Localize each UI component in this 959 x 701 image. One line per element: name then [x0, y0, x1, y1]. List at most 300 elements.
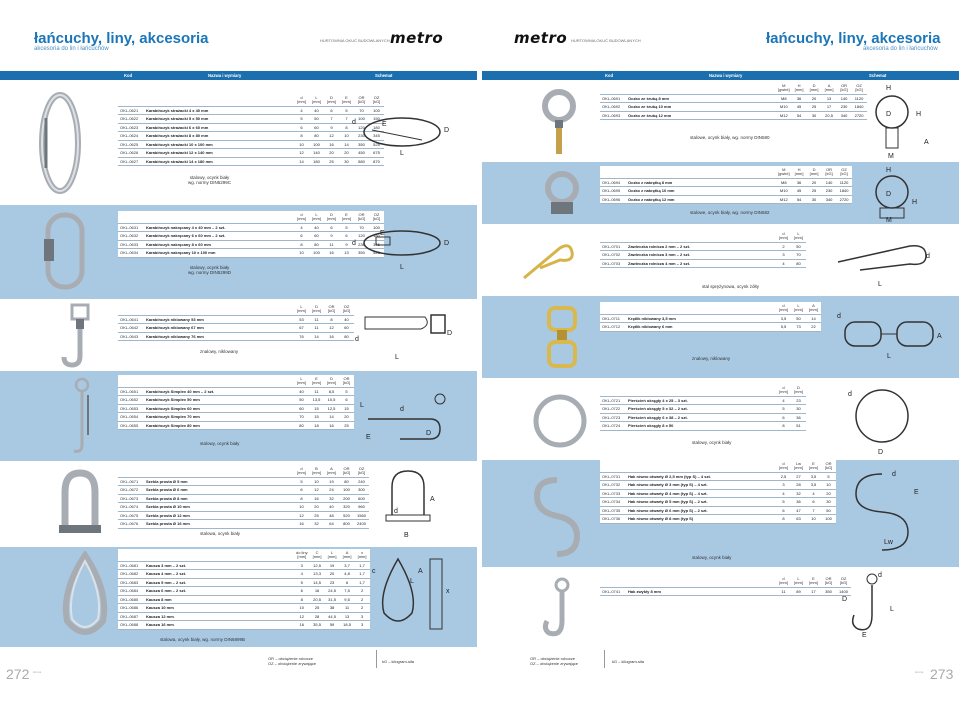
spec-value: 20 — [807, 178, 822, 187]
spec-header-cell: L [mm] — [294, 375, 309, 387]
table-row — [118, 477, 369, 486]
product-name: Pierścień okrągły 8 x 50 — [626, 422, 776, 431]
spec-value: 5 — [294, 578, 310, 587]
table-row — [118, 561, 370, 570]
header-kod: Kod — [124, 73, 133, 78]
spec-value: 10 — [806, 515, 821, 524]
spec-value: 12 — [294, 149, 309, 158]
product-code: OKL-0631 — [118, 223, 144, 232]
spec-header-row — [118, 465, 369, 477]
spec-table — [600, 384, 806, 431]
spec-value: 38 — [325, 604, 340, 613]
spec-value: 20 — [339, 149, 354, 158]
spec-header-cell: L [mm] — [309, 211, 324, 223]
legend-kg: kG – kilogram-siła — [382, 659, 415, 664]
spec-header-cell: OR [kG] — [822, 166, 837, 178]
schematic-label-B: B — [404, 532, 409, 539]
spec-header-cell: M [gwint] — [776, 166, 792, 178]
product-code: OKL-0674 — [118, 503, 144, 512]
product-name: Oczko z nakrętką 12 mm — [626, 195, 776, 204]
schematic-label-D: D — [444, 240, 450, 247]
metro-logo: metro — [390, 29, 444, 47]
spec-value: 30 — [821, 498, 836, 507]
spec-value: 28 — [310, 612, 325, 621]
spec-value: 520 — [339, 511, 354, 520]
spec-value: 44,5 — [325, 612, 340, 621]
product-code: OKL-0651 — [118, 387, 144, 396]
spec-value: 5 — [339, 387, 354, 396]
spec-header-cell: Lw [mm] — [791, 460, 806, 472]
spec-table — [118, 211, 384, 258]
spec-value: 2400 — [354, 520, 369, 529]
schematic-label-E: E — [380, 230, 385, 237]
spec-value: 140 — [837, 94, 852, 103]
table-header — [482, 71, 959, 80]
product-name: Szekla prosta Ø 8 mm — [144, 494, 294, 503]
spec-value: 120 — [354, 232, 369, 241]
spec-value: 100 — [821, 515, 836, 524]
schematic-label-L: L — [878, 281, 882, 288]
legend-kg: kG – kilogram-siła — [612, 659, 645, 664]
product-name: Zawleczka rolnicza 2 mm – 2 szt. — [626, 242, 776, 251]
product-code: OKL-0692 — [600, 103, 626, 112]
spec-value: 2 — [355, 604, 370, 613]
product-photo — [527, 472, 587, 567]
spec-value: 6 — [324, 223, 339, 232]
schematic-label-D: D — [886, 111, 892, 118]
product-name: Oczko ze śrubą 12 mm — [626, 111, 776, 120]
product-code: OKL-0736 — [600, 515, 626, 524]
product-schematic — [842, 466, 932, 563]
product-code: OKL-0724 — [600, 422, 626, 431]
spec-header-row — [118, 549, 370, 561]
table-row — [600, 405, 806, 414]
schematic-label-L: L — [410, 578, 414, 585]
spec-value: 12 — [294, 511, 309, 520]
spec-value: 45 — [792, 187, 807, 196]
spec-value: 230 — [354, 132, 369, 141]
spec-header-code — [118, 549, 144, 561]
spec-value: 80 — [339, 332, 354, 341]
spec-header-code — [600, 230, 626, 242]
table-row — [600, 396, 806, 405]
spec-value: M10 — [776, 103, 792, 112]
table-row — [118, 612, 370, 621]
schematic-label-D: D — [886, 191, 892, 198]
spec-value: 8 — [294, 494, 309, 503]
spec-value: 3,7 — [340, 561, 355, 570]
spec-header-cell: OR [kG] — [837, 82, 852, 94]
product-code: OKL-0735 — [600, 506, 626, 515]
table-row — [600, 103, 867, 112]
spec-header-row — [600, 302, 821, 314]
product-name: Karabińczyk niklowany 76 mm — [144, 332, 294, 341]
spec-header-cell: OZ [kG] — [836, 575, 851, 587]
ring-schematic — [844, 382, 924, 458]
spec-table — [118, 375, 354, 430]
screw-carabiner-schematic — [352, 221, 462, 273]
spec-value: 100 — [369, 223, 384, 232]
table-row — [118, 578, 370, 587]
product-section — [0, 371, 477, 461]
product-code: OKL-0634 — [118, 249, 144, 258]
spec-value: 20 — [325, 570, 340, 579]
spec-value: 16 — [309, 494, 324, 503]
schematic-label-A: A — [418, 568, 423, 575]
spec-header-cell: OZ [kG] — [369, 211, 384, 223]
spec-value: 9 — [324, 232, 339, 241]
spec-value: 9 — [339, 240, 354, 249]
product-code: OKL-0695 — [600, 187, 626, 196]
footer-legend — [268, 656, 316, 666]
product-name: Szekla prosta Ø 10 mm — [144, 503, 294, 512]
schematic-label-E: E — [914, 489, 919, 496]
product-name: Szekla prosta Ø 5 mm — [144, 477, 294, 486]
product-name: Oczko ze śrubą 8 mm — [626, 94, 776, 103]
spec-value: 18 — [309, 421, 324, 430]
page-title: łańcuchy, liny, akcesoria — [34, 30, 209, 47]
footer-divider — [376, 650, 377, 668]
spec-header-cell: H [mm] — [792, 166, 807, 178]
product-section — [0, 299, 477, 371]
product-code: OKL-0701 — [600, 242, 626, 251]
spec-header-cell: D [mm] — [807, 166, 822, 178]
spec-table — [600, 82, 867, 120]
spec-value: 960 — [354, 503, 369, 512]
spec-value: 40 — [324, 503, 339, 512]
spec-header-row — [600, 82, 867, 94]
spec-value: 11 — [309, 387, 324, 396]
spec-value: 5 — [339, 106, 354, 115]
spec-value: 100 — [309, 140, 324, 149]
product-name: Kausza 3 mm – 2 szt. — [144, 561, 294, 570]
product-code: OKL-0627 — [118, 157, 144, 166]
table-row — [600, 314, 821, 323]
table-row — [118, 595, 370, 604]
spec-value: 80 — [791, 259, 806, 268]
table-row — [118, 387, 354, 396]
spec-value: 320 — [339, 503, 354, 512]
spec-header-cell: A [mm] — [340, 549, 355, 561]
page-number: 273 — [930, 666, 954, 682]
schematic-label-D: D — [444, 127, 450, 134]
material-note: znalowy, niklowany — [200, 349, 239, 354]
spec-value: 100 — [354, 115, 369, 124]
schematic-label-H: H — [916, 111, 922, 118]
product-code: OKL-0734 — [600, 498, 626, 507]
spec-value: 23 — [325, 578, 340, 587]
spec-header-row — [118, 375, 354, 387]
spec-value: 1840 — [837, 187, 852, 196]
product-name: Karabińczyk niklowany 67 mm — [144, 324, 294, 333]
product-photo — [537, 304, 587, 379]
product-photo — [55, 551, 115, 652]
spec-value: 7 — [339, 115, 354, 124]
table-row — [600, 587, 851, 596]
table-row — [118, 240, 384, 249]
spec-table — [600, 575, 851, 596]
spec-value: 800 — [339, 520, 354, 529]
spec-header-row — [118, 211, 384, 223]
product-name: Kausza 4 mm – 2 szt. — [144, 570, 294, 579]
page-title: łańcuchy, liny, akcesoria — [766, 30, 941, 47]
footer-legend — [530, 656, 578, 666]
schematic-label-H: H — [912, 199, 918, 206]
product-name: Krętlik niklowany 6 mm — [626, 323, 776, 332]
spec-value: 8 — [776, 422, 791, 431]
spec-value: 22 — [806, 323, 821, 332]
product-name: Hak zwykły 8 mm — [626, 587, 776, 596]
spec-value: 24 — [324, 486, 339, 495]
product-code: OKL-0622 — [118, 115, 144, 124]
eyenut-photo — [537, 168, 587, 224]
left-page — [0, 0, 477, 701]
spec-value: 8 — [324, 315, 339, 324]
schematic-label-C: c — [372, 568, 376, 575]
product-photo — [532, 386, 588, 461]
spec-value: 20,5 — [310, 595, 325, 604]
schematic-label-d: d — [878, 572, 882, 579]
spec-header-cell: E [mm] — [339, 94, 354, 106]
spec-value: 450 — [354, 149, 369, 158]
material-note: stalowa, ocynk biały, wg. normy DIN6899B — [160, 637, 245, 642]
table-row — [118, 149, 384, 158]
product-section — [482, 296, 959, 378]
spec-value: 13 — [339, 249, 354, 258]
spec-header-code — [600, 82, 626, 94]
spec-header-name — [144, 549, 294, 561]
header-nazwa: Nazwa i wymiary — [208, 73, 242, 78]
spec-value: 3,5 — [806, 472, 821, 481]
material-note: stalowy, ocynk biały wg. normy DIN5299C — [188, 175, 232, 185]
spec-header-cell: E [mm] — [806, 575, 821, 587]
spec-header-cell: OZ [kG] — [354, 465, 369, 477]
product-name: Karabińczyk Simplex 50 mm — [144, 396, 294, 405]
spec-value: 340 — [837, 111, 852, 120]
spec-value: 600 — [354, 494, 369, 503]
product-name: Zawleczka rolnicza 4 mm – 2 szt. — [626, 259, 776, 268]
spec-value: 40 — [339, 315, 354, 324]
spec-header-name — [144, 465, 294, 477]
table-row — [118, 232, 384, 241]
spec-value: 36 — [791, 498, 806, 507]
spec-value: 10 — [309, 477, 324, 486]
spec-value: 70 — [294, 413, 309, 422]
spec-header-cell: do liny [mm] — [294, 549, 310, 561]
spec-value: 525 — [369, 249, 384, 258]
footer-divider — [604, 650, 605, 668]
material-note: znalowy, niklowany — [692, 356, 731, 361]
spec-value: 8 — [294, 240, 309, 249]
table-row — [118, 157, 384, 166]
metro-logo: metro — [514, 29, 568, 47]
spec-value: 4 — [294, 223, 309, 232]
schematic-label-L: L — [890, 606, 894, 613]
spec-header-code — [118, 375, 144, 387]
product-code: OKL-0621 — [118, 106, 144, 115]
product-name: Karabińczyk Simplex 40 mm – 2 szt. — [144, 387, 294, 396]
spec-header-cell: L [mm] — [791, 575, 806, 587]
product-code: OKL-0702 — [600, 251, 626, 260]
product-schematic — [380, 465, 450, 546]
product-code: OKL-0703 — [600, 259, 626, 268]
table-row — [118, 486, 369, 495]
spec-value: 3,5 — [776, 314, 791, 323]
spec-header-cell: OR [kG] — [339, 465, 354, 477]
spec-value: 3 — [776, 481, 791, 490]
product-section — [0, 461, 477, 547]
table-row — [118, 621, 370, 630]
spec-header-cell: A [mm] — [324, 465, 339, 477]
spec-header-code — [118, 211, 144, 223]
spec-value: 580 — [354, 157, 369, 166]
product-schematic — [852, 164, 942, 229]
table-row — [118, 140, 384, 149]
spec-value: 48 — [324, 511, 339, 520]
product-section — [0, 547, 477, 647]
product-schematic — [852, 82, 942, 165]
spec-header-code — [600, 384, 626, 396]
spec-header-cell: d [mm] — [776, 384, 791, 396]
spec-value: 12 — [324, 324, 339, 333]
table-row — [118, 223, 384, 232]
spec-value: 2 — [776, 242, 791, 251]
spec-value: 8 — [294, 595, 310, 604]
spec-value: 60 — [294, 404, 309, 413]
schematic-label-L: L — [360, 402, 364, 409]
spec-value: 11 — [309, 315, 324, 324]
table-row — [118, 503, 369, 512]
spec-value: 13,3 — [310, 570, 325, 579]
spec-value: 14 — [806, 314, 821, 323]
spec-header-cell: OZ [kG] — [837, 166, 852, 178]
hook-schematic — [842, 571, 932, 643]
product-schematic — [360, 389, 460, 450]
spec-value: 14,5 — [310, 578, 325, 587]
schematic-label-Lw: Lw — [884, 539, 893, 546]
spec-value: 14 — [294, 157, 309, 166]
product-photo — [537, 86, 587, 167]
spec-value: 120 — [354, 123, 369, 132]
spec-value: 25 — [310, 604, 325, 613]
spec-value: 70 — [791, 251, 806, 260]
spec-header-cell: OR [kG] — [354, 211, 369, 223]
spec-value: 50 — [791, 242, 806, 251]
spec-value: 240 — [354, 477, 369, 486]
product-name: Hak równo otwarty Ø 8 mm (typ S) — [626, 515, 776, 524]
table-row — [600, 178, 852, 187]
table-row — [118, 520, 369, 529]
spec-value: 5 — [294, 115, 309, 124]
spec-value: 23 — [791, 396, 806, 405]
spec-header-cell: OR [kG] — [339, 375, 354, 387]
spec-value: 11 — [340, 604, 355, 613]
page-number: 272 — [6, 666, 30, 682]
spec-value: 16 — [294, 520, 309, 529]
page-word: strona — [33, 670, 42, 674]
spec-value: 18,5 — [340, 621, 355, 630]
product-name: Pierścień okrągły 4 x 25 – 3 szt. — [626, 396, 776, 405]
spec-value: M12 — [776, 195, 792, 204]
spec-value: 10 — [294, 503, 309, 512]
schematic-label-d: d — [837, 313, 841, 320]
product-code: OKL-0676 — [118, 520, 144, 529]
nickel-snap-photo — [50, 301, 110, 369]
product-schematic — [370, 553, 460, 642]
spec-value: 11 — [309, 324, 324, 333]
material-note: stalowy, ocynk biały — [200, 441, 240, 446]
spec-value: 345 — [369, 132, 384, 141]
product-name: Karabińczyk Simplex 60 mm — [144, 404, 294, 413]
spec-header-row — [600, 166, 852, 178]
spec-value: 230 — [354, 240, 369, 249]
material-note: stalowy, ocynk biały — [692, 555, 732, 560]
spec-value: 1840 — [852, 103, 867, 112]
product-name: Zawleczka rolnicza 3 mm – 2 szt. — [626, 251, 776, 260]
spec-header-name — [144, 375, 294, 387]
spec-value: 1,7 — [355, 570, 370, 579]
spec-header-cell: OZ [kG] — [339, 303, 354, 315]
spec-value: 140 — [822, 178, 837, 187]
spec-value: 14 — [309, 332, 324, 341]
table-row — [118, 324, 354, 333]
spec-value: 4 — [806, 489, 821, 498]
product-schematic — [844, 382, 924, 463]
schematic-label-M: M — [886, 217, 892, 224]
product-section — [482, 162, 959, 224]
spec-header-name — [626, 230, 776, 242]
spec-header-code — [600, 166, 626, 178]
spec-value: 180 — [369, 123, 384, 132]
spec-header-cell: OR [kG] — [354, 94, 369, 106]
product-code: OKL-0694 — [600, 178, 626, 187]
tagline: HURTOWNIA OKUĆ BUDOWLANYCH — [320, 38, 390, 43]
schematic-label-A: A — [924, 139, 929, 146]
product-name: Hak równo otwarty Ø 4 mm (typ S) – 4 szt. — [626, 489, 776, 498]
spec-header-cell: E [mm] — [339, 211, 354, 223]
product-section — [0, 80, 477, 205]
spec-value: 15 — [309, 404, 324, 413]
product-photo — [62, 375, 102, 464]
product-code: OKL-0652 — [118, 396, 144, 405]
spec-value: 9,5 — [340, 595, 355, 604]
legend-or: OR – obciążenie robocze — [530, 656, 575, 661]
spec-value: 2 — [355, 595, 370, 604]
schematic-label-D: D — [447, 330, 453, 337]
schematic-label-D: D — [842, 596, 848, 603]
product-name: Karabińczyk nakręcany 8 x 60 mm — [144, 240, 294, 249]
spec-value: 10 — [821, 481, 836, 490]
spec-value: 1120 — [852, 94, 867, 103]
spec-value: 67 — [294, 324, 309, 333]
table-row — [118, 132, 384, 141]
spec-table — [600, 166, 852, 204]
schematic-label-H: H — [886, 85, 892, 92]
table-row — [600, 498, 836, 507]
header-schemat: Schemat — [869, 73, 887, 78]
spec-header-row — [600, 460, 836, 472]
spec-header-cell: OZ [kG] — [369, 94, 384, 106]
spec-value: 7 — [806, 506, 821, 515]
spec-value: 14 — [339, 140, 354, 149]
product-code: OKL-0681 — [118, 561, 144, 570]
table-row — [118, 315, 354, 324]
product-code: OKL-0712 — [600, 323, 626, 332]
spec-value: 6 — [776, 413, 791, 422]
product-name: Hak równo otwarty Ø 5 mm (typ S) – 2 szt. — [626, 498, 776, 507]
spec-value: 8 — [339, 123, 354, 132]
product-code: OKL-0643 — [118, 332, 144, 341]
